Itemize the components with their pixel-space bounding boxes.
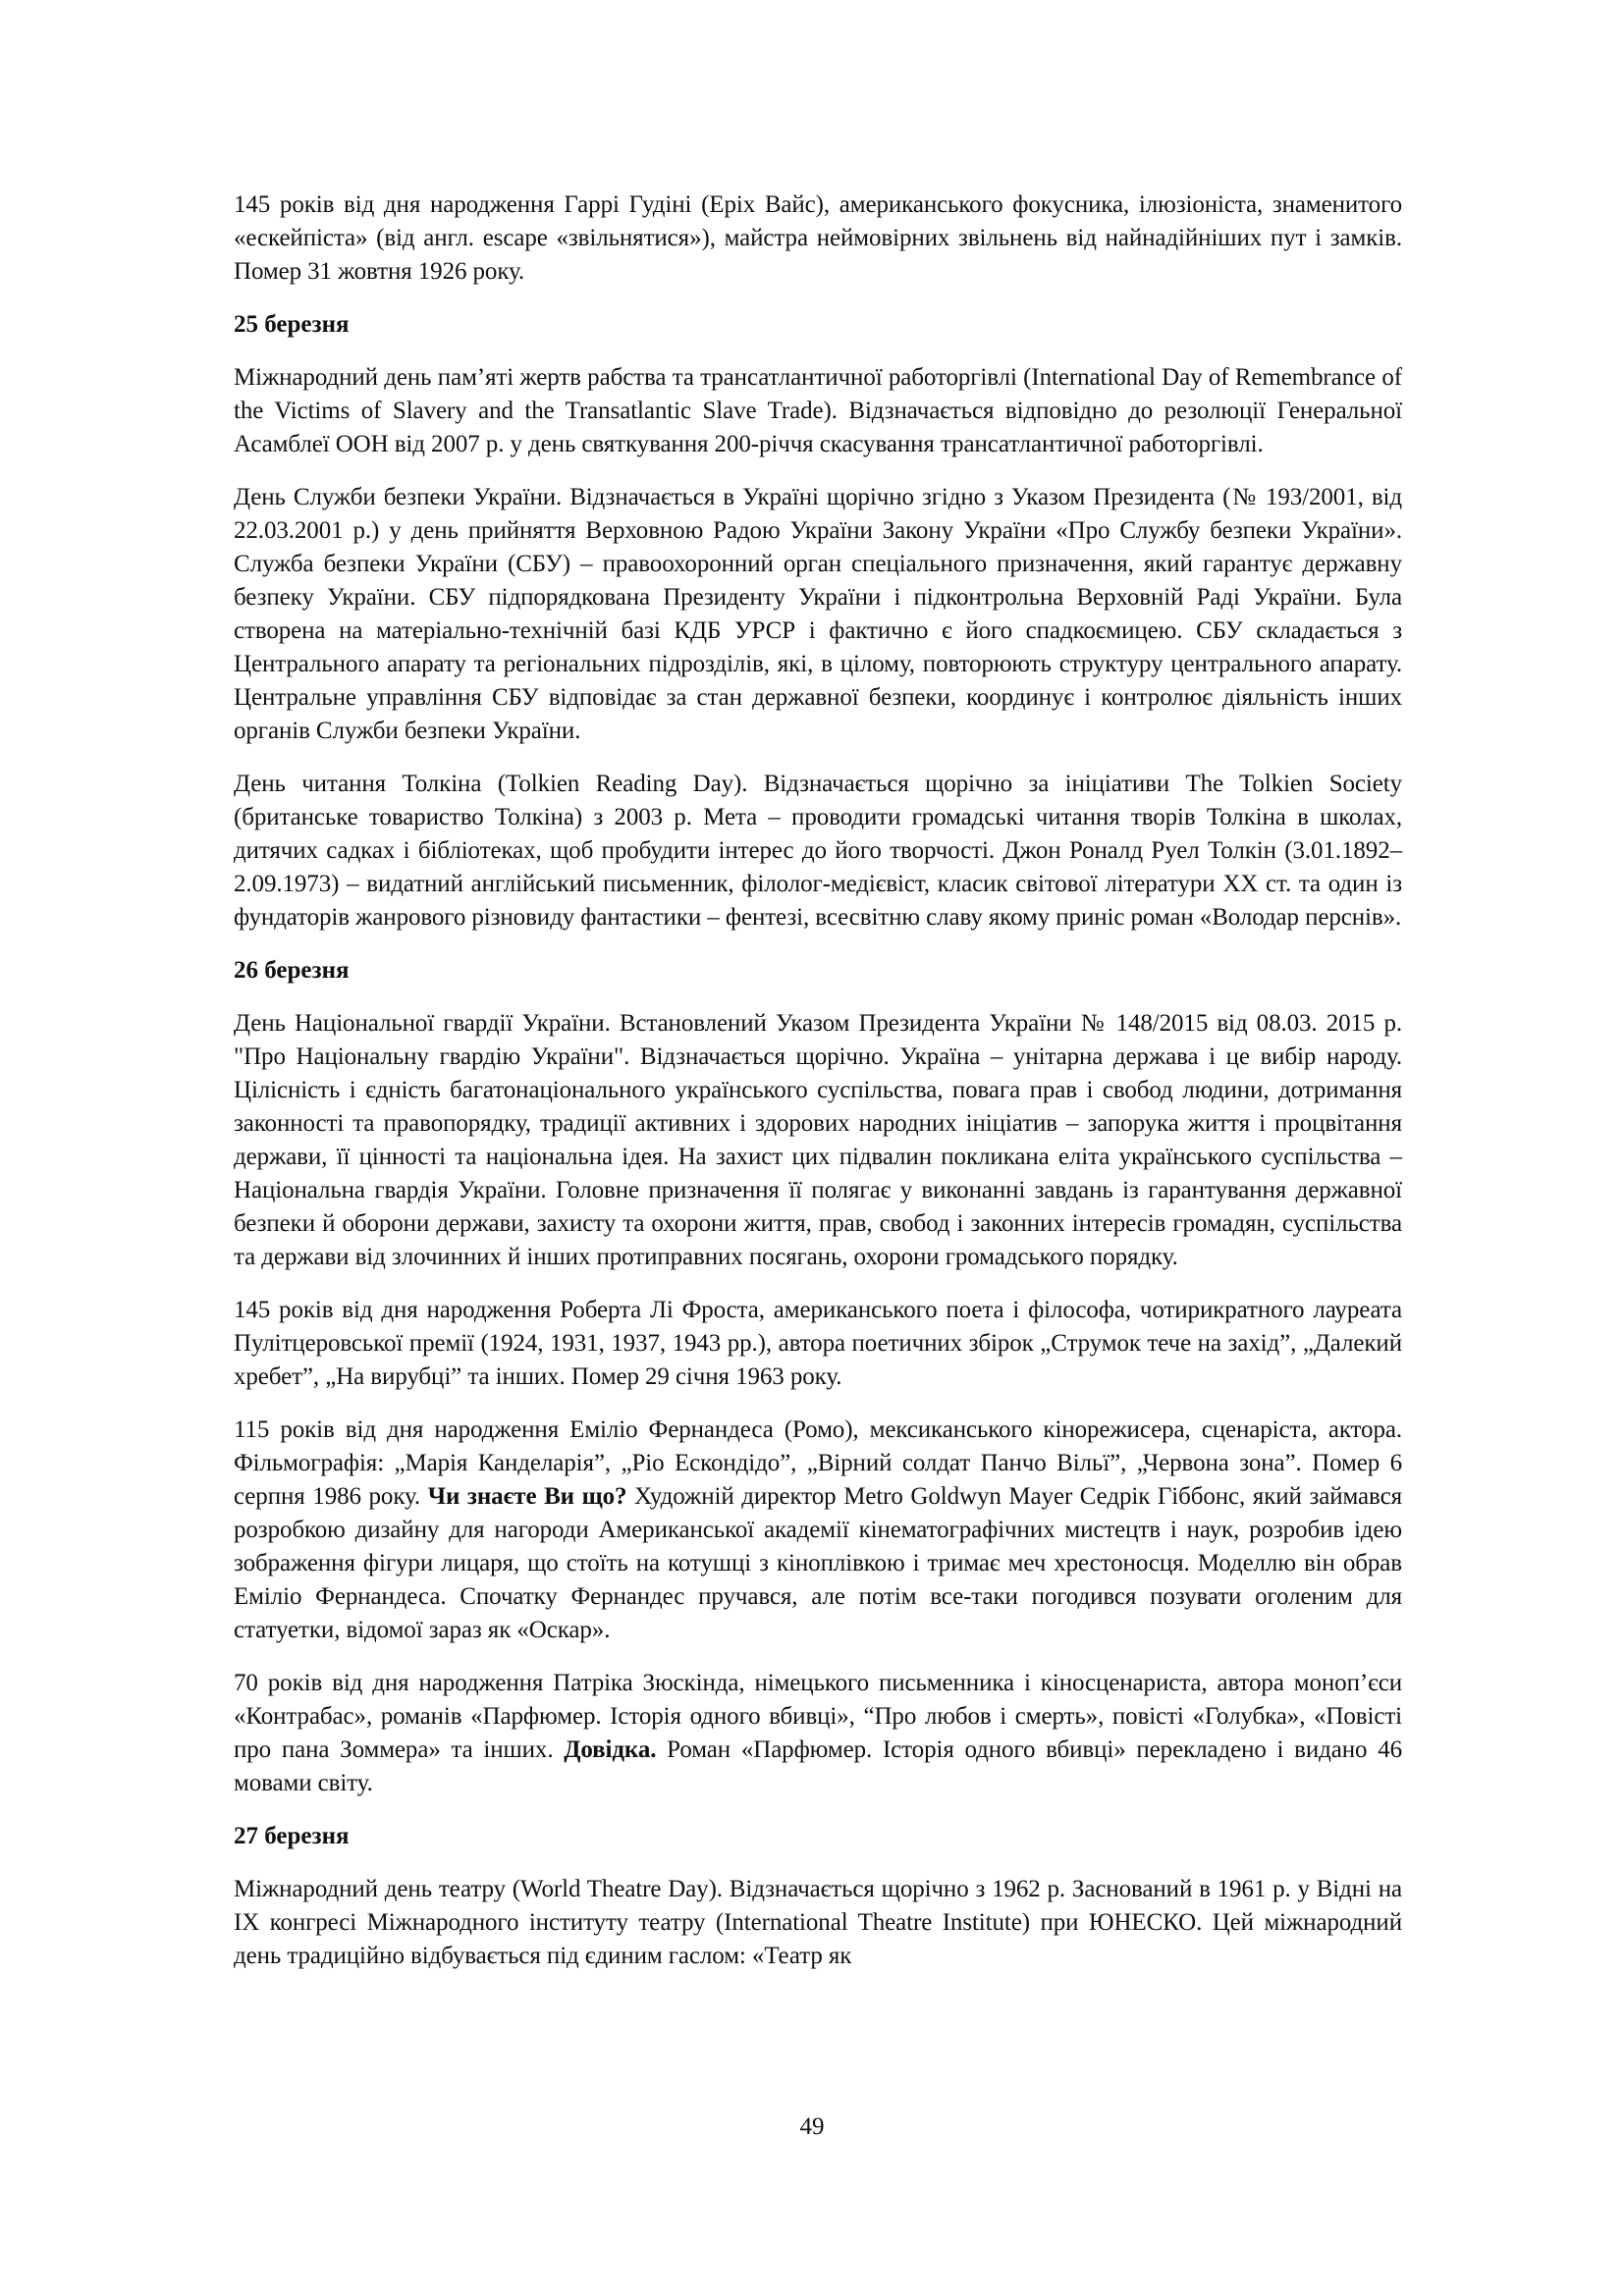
paragraph: [234, 1007, 1402, 1274]
paragraph: [234, 1667, 1402, 1800]
bold-phrase: Чи знаєте Ви що?: [427, 1483, 627, 1510]
date-heading: 27 березня: [234, 1823, 350, 1849]
page-content: [234, 188, 1402, 1993]
text-run: День читання Толкіна (Tolkien Reading Day). Відзначається щорічно за ініціативи The Tolkien Society (британське товариство Толкіна) з 2003 р. Мета – проводити громадські читання творів Толкіна в школах, дитячих садках і бібліотеках, щоб пробудити інтерес до його творчості. Джон Роналд Руел Толкін (3.01.1892–2.09.1973) – видатний англійський письменник, філолог-медієвіст, класик світової літератури ХХ ст. та один із фундаторів жанрового різновиду фантастики – фентезі, всесвітню славу якому приніс роман «Володар перснів».: [234, 771, 1402, 931]
paragraph: [234, 481, 1402, 748]
paragraph: [234, 1873, 1402, 1973]
text-run: 115 років від дня народження Еміліо Фернандеса (Ромо), мексиканського кінорежисера, сценаріста, актора. Фільмографія: „Марія Канделарія”, „Ріо Ескондідо”, „Вірний солдат Панчо Вільї”, „Червона зона”. Помер 6 серпня 1986 року.: [234, 1416, 1402, 1510]
paragraph: [234, 361, 1402, 461]
text-run: Художній директор Metro Goldwyn Mayer Седрік Гіббонс, який займався розробкою дизайну для нагороди Американської академії кінематографічних мистецтв і наук, розробив ідею зображення фігури лицаря, що стоїть на котушці з кіноплівкою і тримає меч хрестоносця. Моделлю він обрав Еміліо Фернандеса. Спочатку Фернандес пручався, але потім все-таки погодився позувати оголеним для статуетки, відомої зараз як «Оскар».: [234, 1483, 1402, 1643]
paragraph: [234, 1294, 1402, 1394]
text-run: День Служби безпеки України. Відзначається в Україні щорічно згідно з Указом Президента (№ 193/2001, від 22.03.2001 р.) у день прийняття Верховною Радою України Закону України «Про Службу безпеки України». Служба безпеки України (СБУ) – правоохоронний орган спеціального призначення, який гарантує державну безпеку України. СБУ підпорядкована Президенту України і підконтрольна Верховній Раді України. Була створена на матеріально-технічній базі КДБ УРСР і фактично є його спадкоємицею. СБУ складається з Центрального апарату та регіональних підрозділів, які, в цілому, повторюють структуру центрального апарату. Центральне управління СБУ відповідає за стан державної безпеки, координує і контролює діяльність інших органів Служби безпеки України.: [234, 484, 1402, 744]
text-run: Міжнародний день пам’яті жертв рабства та трансатлантичної работоргівлі (International Day of Remembrance of the Victims of Slavery and the Transatlantic Slave Trade). Відзначається відповідно до резолюції Генеральної Асамблеї ООН від 2007 р. у день святкування 200-річчя скасування трансатлантичної работоргівлі.: [234, 364, 1402, 457]
bold-phrase: Довідка.: [564, 1736, 657, 1763]
text-run: 145 років від дня народження Роберта Лі Фроста, американського поета і філософа, чотирикратного лауреата Пулітцеровської премії (1924, 1931, 1937, 1943 рр.), автора поетичних збірок „Струмок тече на захід”, „Далекий хребет”, „На вирубці” та інших. Помер 29 січня 1963 року.: [234, 1297, 1402, 1390]
text-run: 145 років від дня народження Гаррі Гудіні (Еріх Вайс), американського фокусника, ілюзіоніста, знаменитого «ескейпіста» (від англ. escape «звільнятися»), майстра неймовірних звільнень від найнадійніших пут і замків. Помер 31 жовтня 1926 року.: [234, 191, 1402, 285]
text-run: 70 років від дня народження Патріка Зюскінда, німецького письменника і кіносценариста, автора моноп’єси «Контрабас», романів «Парфюмер. Історія одного вбивці», “Про любов і смерть», повісті «Голубка», «Повісті про пана Зоммера» та інших.: [234, 1670, 1402, 1763]
paragraph: [234, 1414, 1402, 1647]
date-heading: 26 березня: [234, 957, 350, 984]
page-number: 49: [799, 2113, 825, 2140]
date-heading: 25 березня: [234, 311, 350, 338]
text-run: Роман «Парфюмер. Історія одного вбивці» перекладено і видано 46 мовами світу.: [234, 1736, 1402, 1796]
paragraph: [234, 768, 1402, 934]
text-run: День Національної гвардії України. Встановлений Указом Президента України № 148/2015 від 08.03. 2015 р. "Про Національну гвардію України". Відзначається щорічно. Україна – унітарна держава і це вибір народу. Цілісність і єдність багатонаціонального українського суспільства, повага прав і свобод людини, дотримання законності та правопорядку, традиції активних і здорових народних ініціатив – запорука життя і процвітання держави, її цінності та національна ідея. На захист цих підвалин покликана еліта українського суспільства – Національна гвардія України. Головне призначення її полягає у виконанні завдань із гарантування державної безпеки й оборони держави, захисту та охорони життя, прав, свобод і законних інтересів громадян, суспільства та держави від злочинних й інших протиправних посягань, охорони громадського порядку.: [234, 1010, 1402, 1270]
paragraph: [234, 188, 1402, 289]
text-run: Міжнародний день театру (World Theatre Day). Відзначається щорічно з 1962 р. Заснований в 1961 р. у Відні на IX конгресі Міжнародного інституту театру (International Theatre Institute) при ЮНЕСКО. Цей міжнародний день традиційно відбувається під єдиним гаслом: «Театр як: [234, 1876, 1402, 1969]
